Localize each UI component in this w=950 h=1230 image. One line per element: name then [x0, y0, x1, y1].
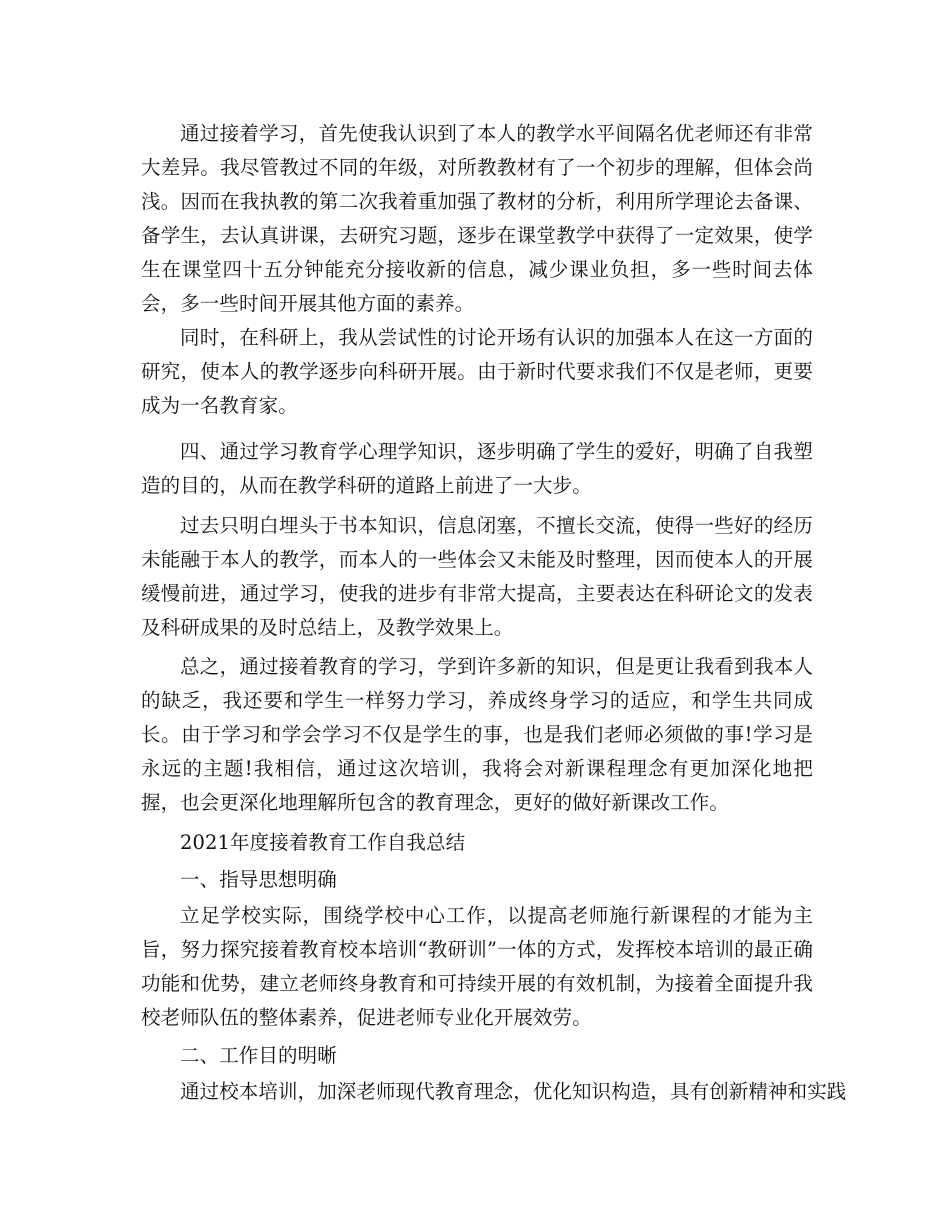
paragraph-3: 四、通过学习教育学心理学知识，逐步明确了学生的爱好，明确了自我塑造的目的，从而在教学科研的道路上前进了一大步。 — [141, 440, 813, 497]
section-title: 2021年度接着教育工作自我总结 — [180, 831, 466, 854]
heading-work-goals: 二、工作目的明晰 — [180, 1044, 337, 1067]
paragraph-2: 同时，在科研上，我从尝试性的讨论开场有认识的加强本人在这一方面的研究，使本人的教学逐步向科研开展。由于新时代要求我们不仅是老师，更要成为一名教育家。 — [141, 326, 813, 417]
paragraph-4: 过去只明白埋头于书本知识，信息闭塞，不擅长交流，使得一些好的经历未能融于本人的教学，而本人的一些体会又未能及时整理，因而使本人的开展缓慢前进，通过学习，使我的进步有非常大提高，主要表达在科研论文的发表及科研成果的及时总结上，及教学效果上。 — [141, 514, 813, 639]
paragraph-1: 通过接着学习，首先使我认识到了本人的教学水平间隔名优老师还有非常大差异。我尽管教过不同的年级，对所教教材有了一个初步的理解，但体会尚浅。因而在我执教的第二次我着重加强了教材的分析，利用所学理论去备课、备学生，去认真讲课，去研究习题，逐步在课堂教学中获得了一定效果，使学生在课堂四十五分钟能充分接收新的信息，减少课业负担，多一些时间去体会，多一些时间开展其他方面的素养。 — [141, 122, 813, 315]
paragraph-7: 通过校本培训，加深老师现代教育理念，优化知识构造，具有创新精神和实践 — [180, 1080, 847, 1103]
paragraph-6: 立足学校实际，围绕学校中心工作，以提高老师施行新课程的才能为主旨，努力探究接着教育校本培训“教研训”一体的方式，发挥校本培训的最正确功能和优势，建立老师终身教育和可持续开展的有效机制，为接着全面提升我校老师队伍的整体素养，促进老师专业化开展效劳。 — [141, 904, 813, 1029]
heading-guiding-ideology: 一、指导思想明确 — [180, 868, 337, 891]
paragraph-5: 总之，通过接着教育的学习，学到许多新的知识，但是更让我看到我本人的缺乏，我还要和学生一样努力学习，养成终身学习的适应，和学生共同成长。由于学习和学会学习不仅是学生的事，也是我们老师必须做的事!学习是永远的主题!我相信，通过这次培训，我将会对新课程理念有更加深化地把握，也会更深化地理解所包含的教育理念，更好的做好新课改工作。 — [141, 655, 813, 814]
